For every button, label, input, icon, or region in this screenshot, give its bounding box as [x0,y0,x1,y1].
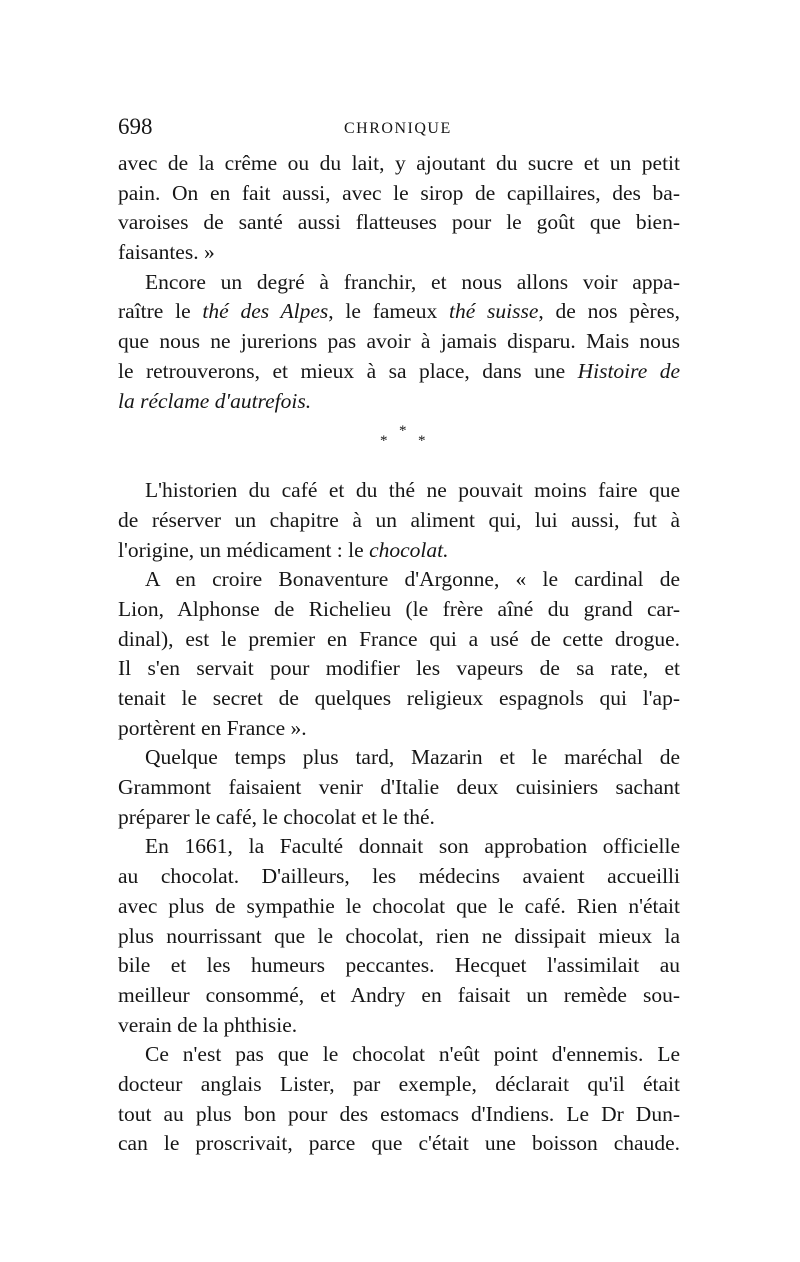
page-header [118,112,680,142]
body-text [118,149,680,1159]
text-span: , de nos pères, [538,299,680,324]
page-number: 698 [118,114,153,139]
text-span: le retrouverons, et mieux à sa place, dans une [118,358,578,383]
running-title: CHRONIQUE [344,120,452,137]
asterisk-icon: * [418,433,426,450]
text-line: portèrent en France ». [118,715,307,740]
text-line: avec de la crême ou du lait, y ajoutant du sucre et un petit [118,151,680,175]
text-line: au chocolat. D'ailleurs, les médecins avaient accueilli [118,864,680,889]
text-line: can le proscrivait, parce que c'était une boisson chaude. [118,1131,680,1156]
text-line: Ce n'est pas que le chocolat n'eût point d'ennemis. Le [145,1042,680,1067]
text-line: préparer le café, le chocolat et le thé. [118,804,435,829]
text-line: meilleur consommé, et Andry en faisait un remède sou- [118,982,680,1007]
text-line [118,297,680,327]
text-line: pain. On en fait aussi, avec le sirop de capillaires, des ba- [118,180,680,205]
text-line: Lion, Alphonse de Richelieu (le frère aîné du grand car- [118,596,680,621]
text-line: bile et les humeurs peccantes. Hecquet l'assimilait au [118,953,680,978]
text-span: l'origine, un médicament : le [118,537,370,562]
text-line: tenait le secret de quelques religieux espagnols qui l'ap- [118,686,680,710]
text-line: En 1661, la Faculté donnait son approbation officielle [145,834,680,859]
asterisk-icon: * [399,423,407,440]
text-line: varoises de santé aussi flatteuses pour le goût que bien- [118,210,680,235]
text-line: Encore un degré à franchir, et nous allons voir appa- [145,269,680,294]
text-line: avec plus de sympathie le chocolat que le café. Rien n'était [118,893,680,918]
text-line: de réserver un chapitre à un aliment qui, lui aussi, fut à [118,507,680,532]
italic-book-title: Histoire de [577,358,681,383]
italic-title-the-suisse: thé suisse [448,299,539,324]
italic-book-title: la réclame d'autrefois. [118,388,312,413]
text-line: Grammont faisaient venir d'Italie deux cuisiniers sachant [118,775,680,800]
text-line: verain de la phthisie. [118,1012,298,1037]
italic-word-chocolat: chocolat. [369,537,449,562]
text-line: docteur anglais Lister, par exemple, déclarait qu'il était [118,1071,680,1096]
text-line: dinal), est le premier en France qui a usé de cette drogue. [118,626,680,651]
text-line [118,387,680,417]
section-separator [118,416,680,476]
text-span: , le fameux [328,299,449,324]
text-line: plus nourrissant que le chocolat, rien ne dissipait mieux la [118,923,680,948]
text-line: Quelque temps plus tard, Mazarin et le maréchal de [145,745,680,770]
text-line: L'historien du café et du thé ne pouvait moins faire que [145,478,680,503]
text-line: que nous ne jurerions pas avoir à jamais disparu. Mais nous [118,329,680,354]
text-line: A en croire Bonaventure d'Argonne, « le cardinal de [145,567,680,592]
text-span: raître le [118,299,203,324]
asterisk-icon: * [380,433,388,450]
text-line: faisantes. » [118,240,215,265]
text-line [118,357,680,387]
text-line: Il s'en servait pour modifier les vapeurs de sa rate, et [118,656,680,681]
text-line: tout au plus bon pour des estomacs d'Indiens. Le Dr Dun- [118,1101,680,1126]
text-line [118,536,680,566]
italic-title-the-des-alpes: thé des Alpes [202,299,329,324]
